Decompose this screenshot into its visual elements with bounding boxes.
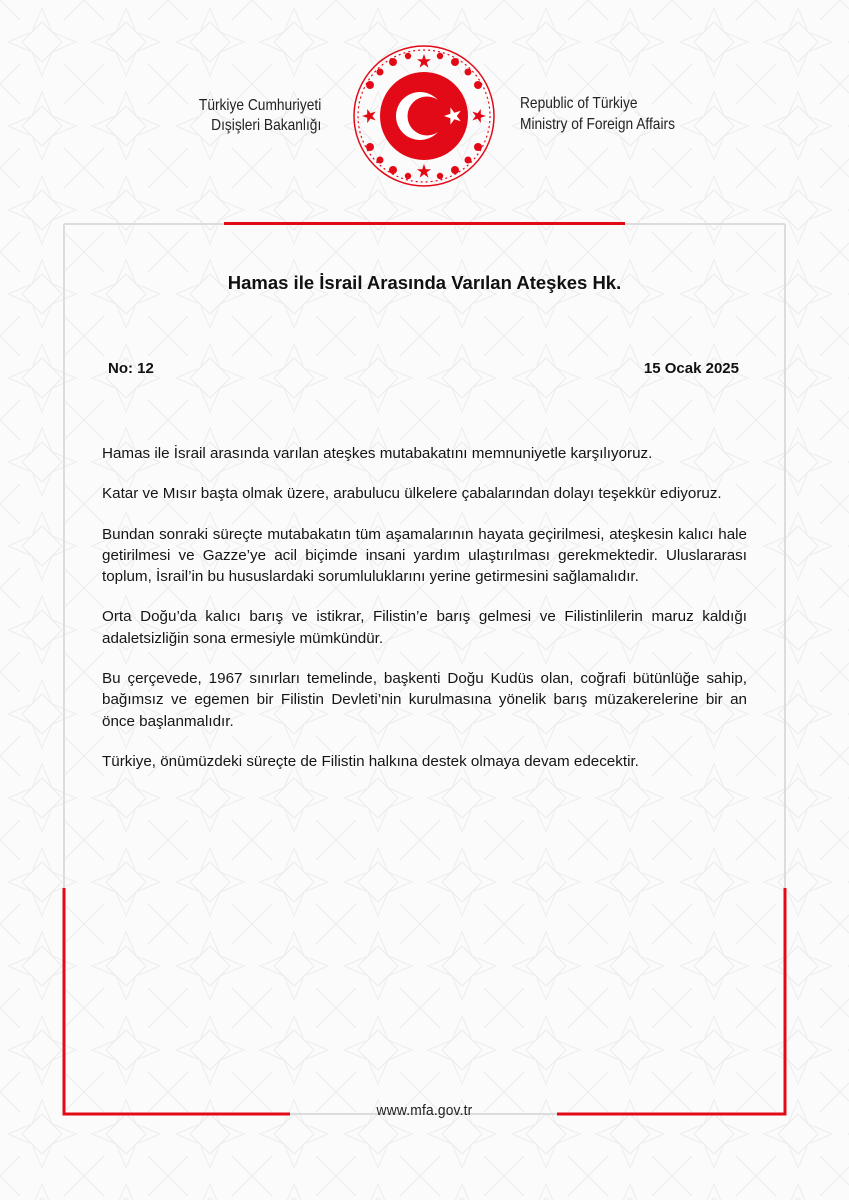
header-ministry-english (520, 93, 675, 135)
ministry-emblem (350, 42, 498, 190)
header-left-line2: Dışişleri Bakanlığı (210, 117, 321, 134)
document-number: No: 12 (108, 360, 154, 377)
paragraph: Orta Doğu’da kalıcı barış ve istikrar, Filistin’e barış gelmesi ve Filistinlilerin maruz kaldığı adaletsizliğin sona ermesiyle mümkündür. (102, 608, 747, 647)
paragraph: Türkiye, önümüzdeki süreçte de Filistin halkına destek olmaya devam edecektir. (102, 752, 639, 770)
header-right-line1: Republic of Türkiye (520, 95, 638, 112)
footer-website: www.mfa.gov.tr (376, 1102, 473, 1119)
paragraph: Bundan sonraki süreçte mutabakatın tüm aşamalarının hayata geçirilmesi, ateşkesin kalıcı hale getirilmesi ve Gazze’ye acil biçimde insani yardım ulaştırılması gerekmektedir. Uluslararası toplum, İsrail’in bu hususlardaki sorumluluklarını yerine getirmesini sağlamalıdır. (102, 525, 747, 586)
document-date: 15 Ocak 2025 (643, 360, 739, 377)
paragraph: Bu çerçevede, 1967 sınırları temelinde, başkenti Doğu Kudüs olan, coğrafi bütünlüğe sahip, bağımsız ve egemen bir Filistin Devleti’nin kurulmasına yönelik barış müzakerelerine bir an önce başlanmalıdır. (102, 670, 747, 730)
header-left-line1: Türkiye Cumhuriyeti (198, 97, 321, 114)
emblem-crescent-cut (408, 97, 447, 136)
header-ministry-turkish (179, 96, 321, 136)
paragraph: Katar ve Mısır başta olmak üzere, arabulucu ülkelere çabalarından dolayı teşekkür ediyoruz. (102, 485, 722, 503)
document-body (102, 443, 747, 791)
document-title: Hamas ile İsrail Arasında Varılan Ateşkes Hk. (227, 272, 622, 293)
header-right-line2: Ministry of Foreign Affairs (520, 116, 675, 133)
paragraph: Hamas ile İsrail arasında varılan ateşkes mutabakatını memnuniyetle karşılıyoruz. (102, 445, 653, 462)
